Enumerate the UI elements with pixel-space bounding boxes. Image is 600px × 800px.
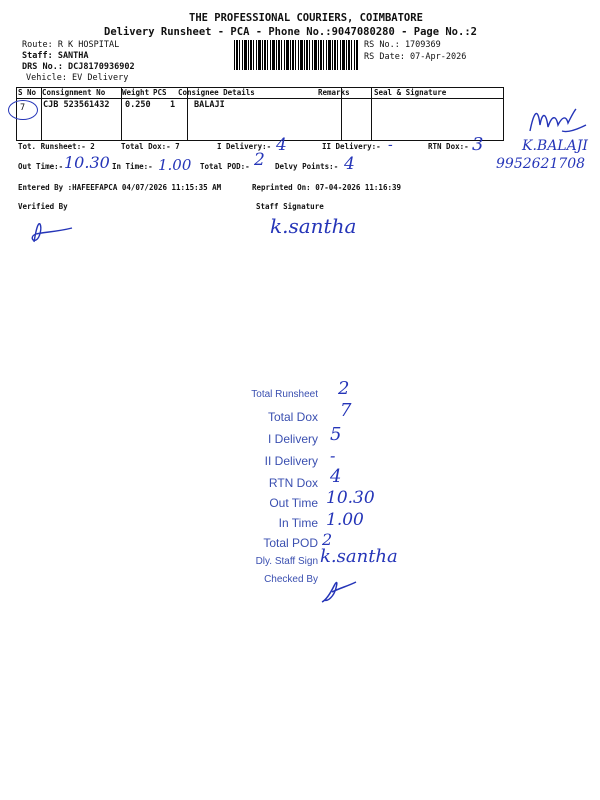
receiver-signature-icon [528,103,588,137]
col-consignee: Consignee Details [178,88,255,97]
i-delivery-value: 4 [276,135,287,155]
stamp-value-out-time: 10.30 [326,488,375,508]
stamp-value-total-pod: 2 [322,530,333,549]
stamp-label-rtn-dox: RTN Dox [268,476,318,490]
stamp-value-staff-sign: k.santha [320,546,398,567]
rtn-dox-label: RTN Dox:- [428,142,469,151]
total-pod-value: 2 [254,150,265,170]
col-remarks: Remarks [318,88,350,97]
stamp-label-out-time: Out Time [269,496,318,510]
company-title: THE PROFESSIONAL COURIERS, COIMBATORE [189,12,423,24]
stamp-label-checked-by: Checked By [264,574,318,585]
stamp-value-i-delivery: 5 [330,424,342,445]
col-consignment: Consignment No [42,88,106,97]
stamp-label-i-delivery: I Delivery [267,432,318,446]
stamp-value-in-time: 1.00 [326,510,364,530]
entered-by: Entered By :HAFEEFAPCA 04/07/2026 11:15:35 AM [18,183,222,192]
runsheet-subtitle: Delivery Runsheet - PCA - Phone No.:9047080280 - Page No.:2 [104,26,477,38]
row-consignment: CJB 523561432 [43,100,110,110]
stamp-label-total-pod: Total POD [263,536,318,550]
staff-label: Staff: SANTHA [22,51,89,61]
ii-delivery-label: II Delivery:- [322,142,381,151]
row-sno: 7 [20,103,26,113]
stamp-label-ii-delivery: II Delivery [264,454,318,468]
in-time-label: In Time:- [112,162,153,171]
stamp-label-total-dox: Total Dox [267,410,318,424]
barcode [234,40,358,70]
staff-signature: k.santha [270,214,357,238]
out-time-label: Out Time:- [18,162,64,171]
row-weight: 0.250 [125,100,151,110]
rs-date: RS Date: 07-Apr-2026 [364,52,467,62]
stamp-label-staff-sign: Dly. Staff Sign [255,556,318,567]
verified-by-label: Verified By [18,202,68,211]
delvy-points-label: Delvy Points:- [275,162,339,171]
stamp-value-ii-delivery: - [330,446,336,465]
rtn-dox-value: 3 [472,134,484,155]
row-pcs: 1 [170,100,176,110]
stamp-value-rtn-dox: 4 [330,466,342,487]
row-consignee: BALAJI [194,100,225,110]
vehicle-label: Vehicle: EV Delivery [26,73,129,83]
tot-runsheet: Tot. Runsheet:- 2 [18,142,95,151]
route-label: Route: R K HOSPITAL [22,40,120,50]
col-sno: S No [18,88,37,97]
rs-number: RS No.: 1709369 [364,40,441,50]
receiver-phone: 9952621708 [496,156,586,172]
checker-signature-icon [318,576,358,606]
stamp-label-in-time: In Time [278,516,318,530]
col-seal-signature: Seal & Signature [374,88,447,97]
total-pod-label: Total POD:- [200,162,250,171]
reprinted-on: Reprinted On: 07-04-2026 11:16:39 [252,183,402,192]
receiver-name: K.BALAJI [522,138,588,154]
stamp-value-runsheet: 2 [338,378,350,399]
total-dox: Total Dox:- 7 [121,142,180,151]
in-time-value: 1.00 [158,156,192,174]
staff-signature-label: Staff Signature [256,202,324,211]
drs-number: DRS No.: DCJ8170936902 [22,62,135,72]
ii-delivery-value: - [388,137,393,153]
delvy-points-value: 4 [344,154,355,174]
stamp-value-total-dox: 7 [340,400,352,421]
col-pcs: PCS [153,88,167,97]
out-time-value: 10.30 [64,153,110,172]
verifier-signature-icon [26,220,76,246]
col-weight: Weight [122,88,150,97]
stamp-label-runsheet: Total Runsheet [251,389,318,400]
i-delivery-label: I Delivery:- [217,142,272,151]
